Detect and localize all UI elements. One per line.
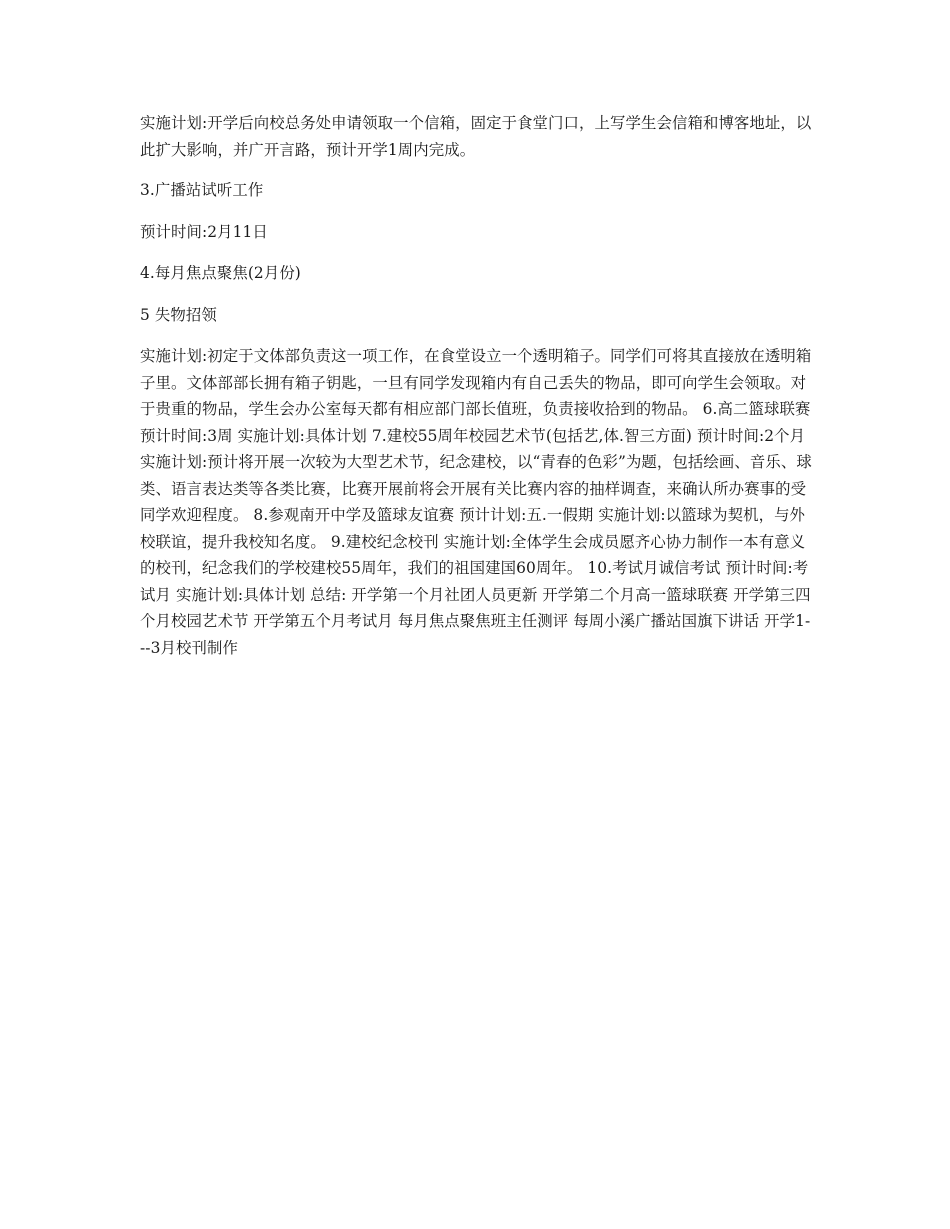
paragraph-lost-and-found-plan: 实施计划:初定于文体部负责这一项工作，在食堂设立一个透明箱子。同学们可将其直接放在透明箱子里。文体部部长拥有箱子钥匙，一旦有同学发现箱内有自己丢失的物品，即可向学生会领取。对于贵重的物品，学生会办公室每天都有相应部门部长值班，负责接收拾到的物品。 6.高二篮球联赛 预计时间:3周 实施计划:具体计划 7.建校55周年校园艺术节(包括艺,体.智三方面) 预计时间:2个月 实施计划:预计将开展一次较为大型艺术节，纪念建校，以“青春的色彩”为题，包括绘画、音乐、球类、语言表达类等各类比赛，比赛开展前将会开展有关比赛内容的抽样调查，来确认所办赛事的受同学欢迎程度。 8.参观南开中学及篮球友谊赛 预计计划:五.一假期 实施计划:以篮球为契机，与外校联谊，提升我校知名度。 9.建校纪念校刊 实施计划:全体学生会成员愿齐心协力制作一本有意义的校刊，纪念我们的学校建校55周年，我们的祖国建国60周年。 10.考试月诚信考试 预计时间:考试月 实施计划:具体计划 总结: 开学第一个月社团人员更新 开学第二个月高一篮球联赛 开学第三四个月校园艺术节 开学第五个月考试月 每月焦点聚焦班主任测评 每周小溪广播站国旗下讲话 开学1---3月校刊制作 xyxy=(140,347,812,657)
heading-lost-and-found: 5 失物招领 xyxy=(140,305,217,324)
heading-broadcast-audition: 3.广播站试听工作 xyxy=(140,181,264,199)
document-page xyxy=(140,110,815,661)
heading-monthly-focus: 4.每月焦点聚焦(2月份) xyxy=(140,264,301,282)
paragraph-broadcast-date: 预计时间:2月11日 xyxy=(140,222,268,241)
paragraph-mailbox-plan: 实施计划:开学后向校总务处申请领取一个信箱，固定于食堂门口，上写学生会信箱和博客地址，以此扩大影响，并广开言路，预计开学1周内完成。 xyxy=(140,114,812,159)
